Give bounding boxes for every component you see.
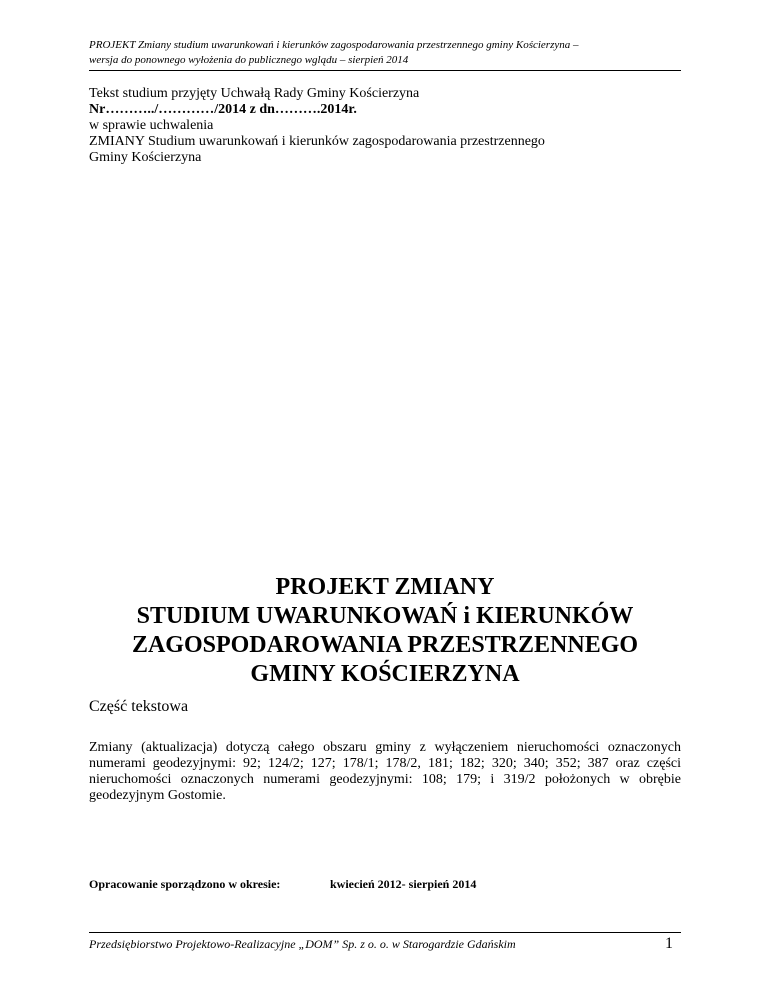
resolution-study-line: ZMIANY Studium uwarunkowań i kierunków zagospodarowania przestrzennego <box>89 134 545 149</box>
header-line-2: wersja do ponownego wyłożenia do publicznego wglądu – sierpień 2014 <box>89 54 409 66</box>
document-title <box>89 573 681 689</box>
resolution-adopted-line: Tekst studium przyjęty Uchwałą Rady Gminy Kościerzyna <box>89 86 420 101</box>
period-label: Opracowanie sporządzono w okresie: <box>89 877 281 891</box>
title-line-2: STUDIUM UWARUNKOWAŃ i KIERUNKÓW <box>136 603 634 629</box>
header-line-1: PROJEKT Zmiany studium uwarunkowań i kierunków zagospodarowania przestrzennego gminy Kościerzyna – <box>89 39 579 51</box>
resolution-info <box>89 86 689 166</box>
title-line-4: GMINY KOŚCIERZYNA <box>250 661 520 687</box>
section-label: Część tekstowa <box>89 698 189 715</box>
resolution-number-line: Nr………../…………/2014 z dn……….2014r. <box>89 102 357 117</box>
period-value: kwiecień 2012- sierpień 2014 <box>330 877 477 891</box>
page-header <box>89 38 681 68</box>
scope-paragraph: Zmiany (aktualizacja) dotyczą całego obszaru gminy z wyłączeniem nieruchomości oznaczonych numerami geodezyjnymi: 92; 124/2; 127; 178/1; 178/2, 181; 182; 320; 340; 352; 387 oraz części nieruchomości oznaczonych numerami geodezyjnymi: 108; 179; i 319/2 położonych w obrębie geodezyjnym Gostomie. <box>89 740 681 803</box>
resolution-subject-line: w sprawie uchwalenia <box>89 118 214 133</box>
footer-divider <box>89 932 681 933</box>
title-line-3: ZAGOSPODAROWANIA PRZESTRZENNEGO <box>131 632 639 658</box>
page-number: 1 <box>665 935 673 952</box>
resolution-municipality-line: Gminy Kościerzyna <box>89 150 202 165</box>
title-line-1: PROJEKT ZMIANY <box>275 574 495 600</box>
footer-company: Przedsiębiorstwo Projektowo-Realizacyjne „DOM” Sp. z o. o. w Starogardzie Gdańskim <box>89 937 516 951</box>
preparation-period <box>89 877 689 892</box>
header-divider <box>89 70 681 71</box>
